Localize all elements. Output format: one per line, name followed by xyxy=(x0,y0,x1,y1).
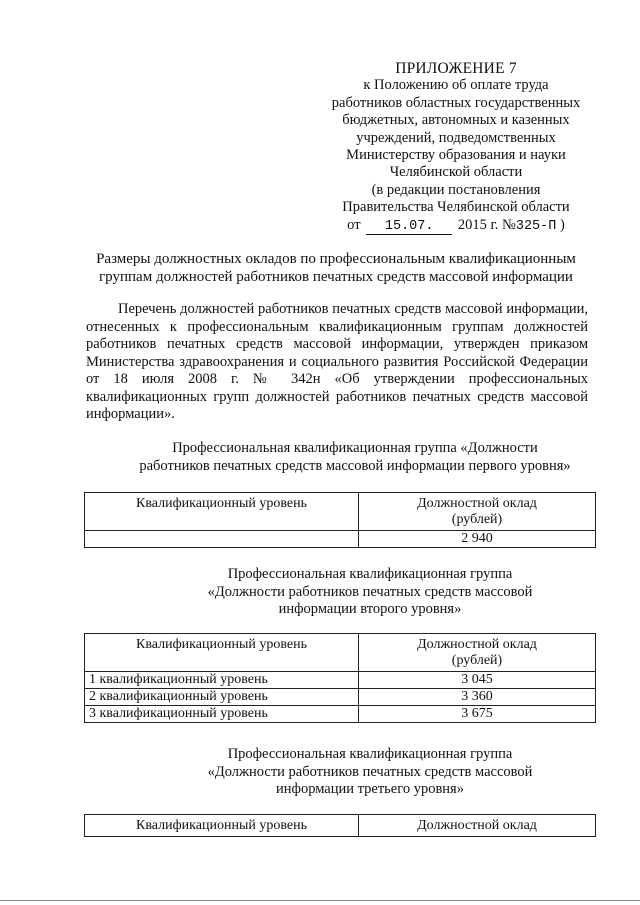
caption-line: информации третьего уровня» xyxy=(276,781,464,798)
salary-cell: 3 675 xyxy=(359,706,596,723)
group2-table xyxy=(84,633,596,723)
col-salary-header xyxy=(359,815,596,837)
appendix-line: (в редакции постановления xyxy=(371,181,541,198)
heading-line: группам должностей работников печатных средств массовой информации xyxy=(99,269,573,285)
intro-paragraph: Перечень должностей работников печатных средств массовой информации, отнесенных к профессиональным квалификационным группам должностей работников печатных средств массовой информации, утвержден приказом Министерства здравоохранения и социального развития Российской Федерации от 18 июля 2008 г. № 342н «Об утверждении профессиональных квалификационных групп должностей работников печатных средств массовой информации». xyxy=(86,301,588,422)
col-level-header: Квалификационный уровень xyxy=(85,634,359,672)
appendix-header xyxy=(318,60,594,235)
caption-line: информации второго уровня» xyxy=(278,601,462,618)
date-field xyxy=(366,218,452,235)
page-bottom-rule xyxy=(0,900,640,901)
caption-line: «Должности работников печатных средств массовой xyxy=(207,763,533,780)
level-cell: 2 квалификационный уровень xyxy=(85,689,359,706)
group3-caption xyxy=(150,746,590,799)
group2-caption xyxy=(150,566,590,619)
table-row xyxy=(85,531,596,548)
appendix-date-line xyxy=(318,217,594,235)
appendix-line: бюджетных, автономных и казенных xyxy=(342,112,570,129)
col-level-header: Квалификационный уровень xyxy=(85,815,359,837)
appendix-title: ПРИЛОЖЕНИЕ 7 xyxy=(395,60,517,77)
caption-line: Профессиональная квалификационная группа xyxy=(227,746,513,762)
table-header-row xyxy=(85,493,596,531)
salary-cell: 3 360 xyxy=(359,689,596,706)
col-salary-header xyxy=(359,493,596,531)
col-salary-unit: (рублей) xyxy=(451,512,503,527)
closing-paren: ) xyxy=(559,216,565,233)
caption-line: «Должности работников печатных средств массовой xyxy=(207,583,533,600)
appendix-line: Правительства Челябинской области xyxy=(342,199,570,216)
appendix-line: Челябинской области xyxy=(389,164,523,181)
col-salary-title: Должностной оклад xyxy=(417,496,537,511)
caption-line: работников печатных средств массовой информации первого уровня» xyxy=(139,457,571,474)
group1-caption xyxy=(110,440,600,475)
col-salary-header xyxy=(359,634,596,672)
level-cell xyxy=(85,531,359,548)
col-salary-title: Должностной оклад xyxy=(417,637,537,652)
group3-table xyxy=(84,814,596,837)
appendix-line: Министерству образования и науки xyxy=(346,147,566,164)
table-header-row xyxy=(85,815,596,837)
table-row xyxy=(85,689,596,706)
date-prefix: от xyxy=(347,216,361,233)
group1-table xyxy=(84,492,596,548)
appendix-line: работников областных государственных xyxy=(331,94,581,111)
table-row xyxy=(85,706,596,723)
year-text: 2015 г. № xyxy=(457,216,516,233)
col-level-header: Квалификационный уровень xyxy=(85,493,359,531)
table-header-row xyxy=(85,634,596,672)
number-handwritten: 325-П xyxy=(515,218,557,234)
salary-cell: 3 045 xyxy=(359,672,596,689)
col-salary-title: Должностной оклад xyxy=(417,818,537,833)
heading-line: Размеры должностных окладов по профессиональным квалификационным xyxy=(96,251,576,267)
col-salary-unit: (рублей) xyxy=(451,653,503,668)
caption-line: Профессиональная квалификационная группа xyxy=(227,566,513,582)
level-cell: 3 квалификационный уровень xyxy=(85,706,359,723)
date-handwritten: 15.07. xyxy=(384,218,434,234)
appendix-line: учреждений, подведомственных xyxy=(356,129,556,146)
document-heading xyxy=(76,250,596,286)
table-row xyxy=(85,672,596,689)
appendix-line: к Положению об оплате труда xyxy=(363,77,549,94)
salary-cell: 2 940 xyxy=(359,531,596,548)
level-cell: 1 квалификационный уровень xyxy=(85,672,359,689)
caption-line: Профессиональная квалификационная группа «Должности xyxy=(172,440,538,456)
